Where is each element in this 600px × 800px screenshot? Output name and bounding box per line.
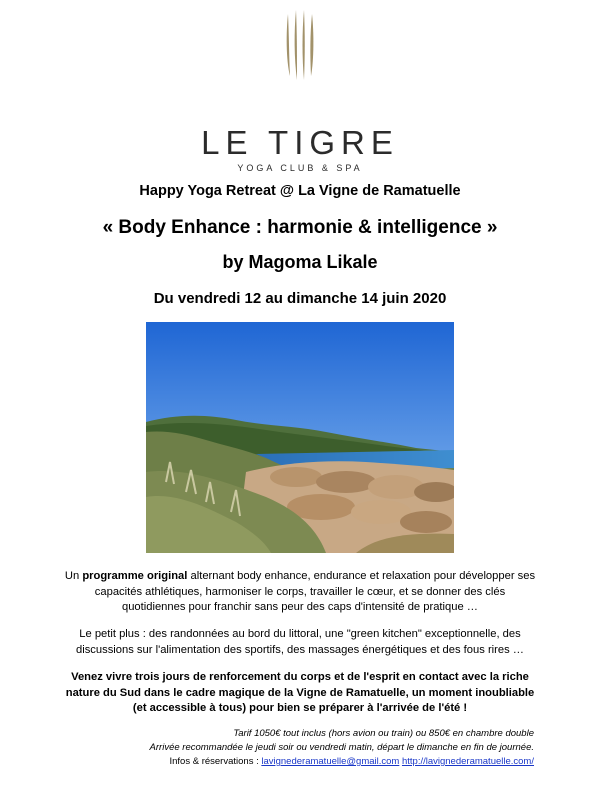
footer-info — [150, 727, 534, 769]
email-link[interactable]: lavignederamatuelle@gmail.com — [261, 756, 400, 767]
event-subtitle: Happy Yoga Retreat @ La Vigne de Ramatuelle — [139, 183, 461, 199]
arrival-line: Arrivée recommandée le jeudi soir ou vendredi matin, départ le dimanche en fin de journée. — [149, 742, 534, 753]
contact-line — [150, 755, 534, 769]
program-highlight: programme original — [82, 570, 188, 582]
contact-label: Infos & réservations : — [169, 756, 262, 767]
invitation-paragraph: Venez vivre trois jours de renforcement du corps et de l'esprit en contact avec la riche nature du Sud dans le cadre magique de la Vigne de Ramatuelle, un moment inoubliable (et accessible à tous) pour bien se préparer à l'arrivée de l'été ! — [65, 671, 535, 714]
program-rest: alternant body enhance, endurance et relaxation pour développer ses capacités athlétiques, harmoniser le corps, travailler le cœur, et se donner des clés quotidiennes pour franchir sans peur des caps d'intensité de pratique … — [94, 570, 536, 613]
event-dates: Du vendredi 12 au dimanche 14 juin 2020 — [153, 290, 447, 307]
tiger-claw-logo-icon — [282, 10, 318, 80]
coastal-landscape-photo — [146, 322, 454, 553]
brand-name: LE TIGRE — [201, 124, 399, 161]
program-paragraph — [62, 569, 538, 616]
event-author: by Magoma Likale — [222, 252, 378, 272]
bonus-paragraph: Le petit plus : des randonnées au bord du littoral, une "green kitchen" exceptionnelle, des discussions sur l'alimentation des sportifs, des massages énergétiques et des fous rires … — [76, 628, 524, 656]
price-line: Tarif 1050€ tout inclus (hors avion ou train) ou 850€ en chambre double — [233, 728, 534, 739]
event-title: « Body Enhance : harmonie & intelligence » — [102, 217, 498, 238]
brand-tagline: YOGA CLUB & SPA — [237, 163, 363, 173]
website-link[interactable]: http://lavignederamatuelle.com/ — [401, 756, 534, 767]
program-prefix: Un — [64, 570, 83, 582]
